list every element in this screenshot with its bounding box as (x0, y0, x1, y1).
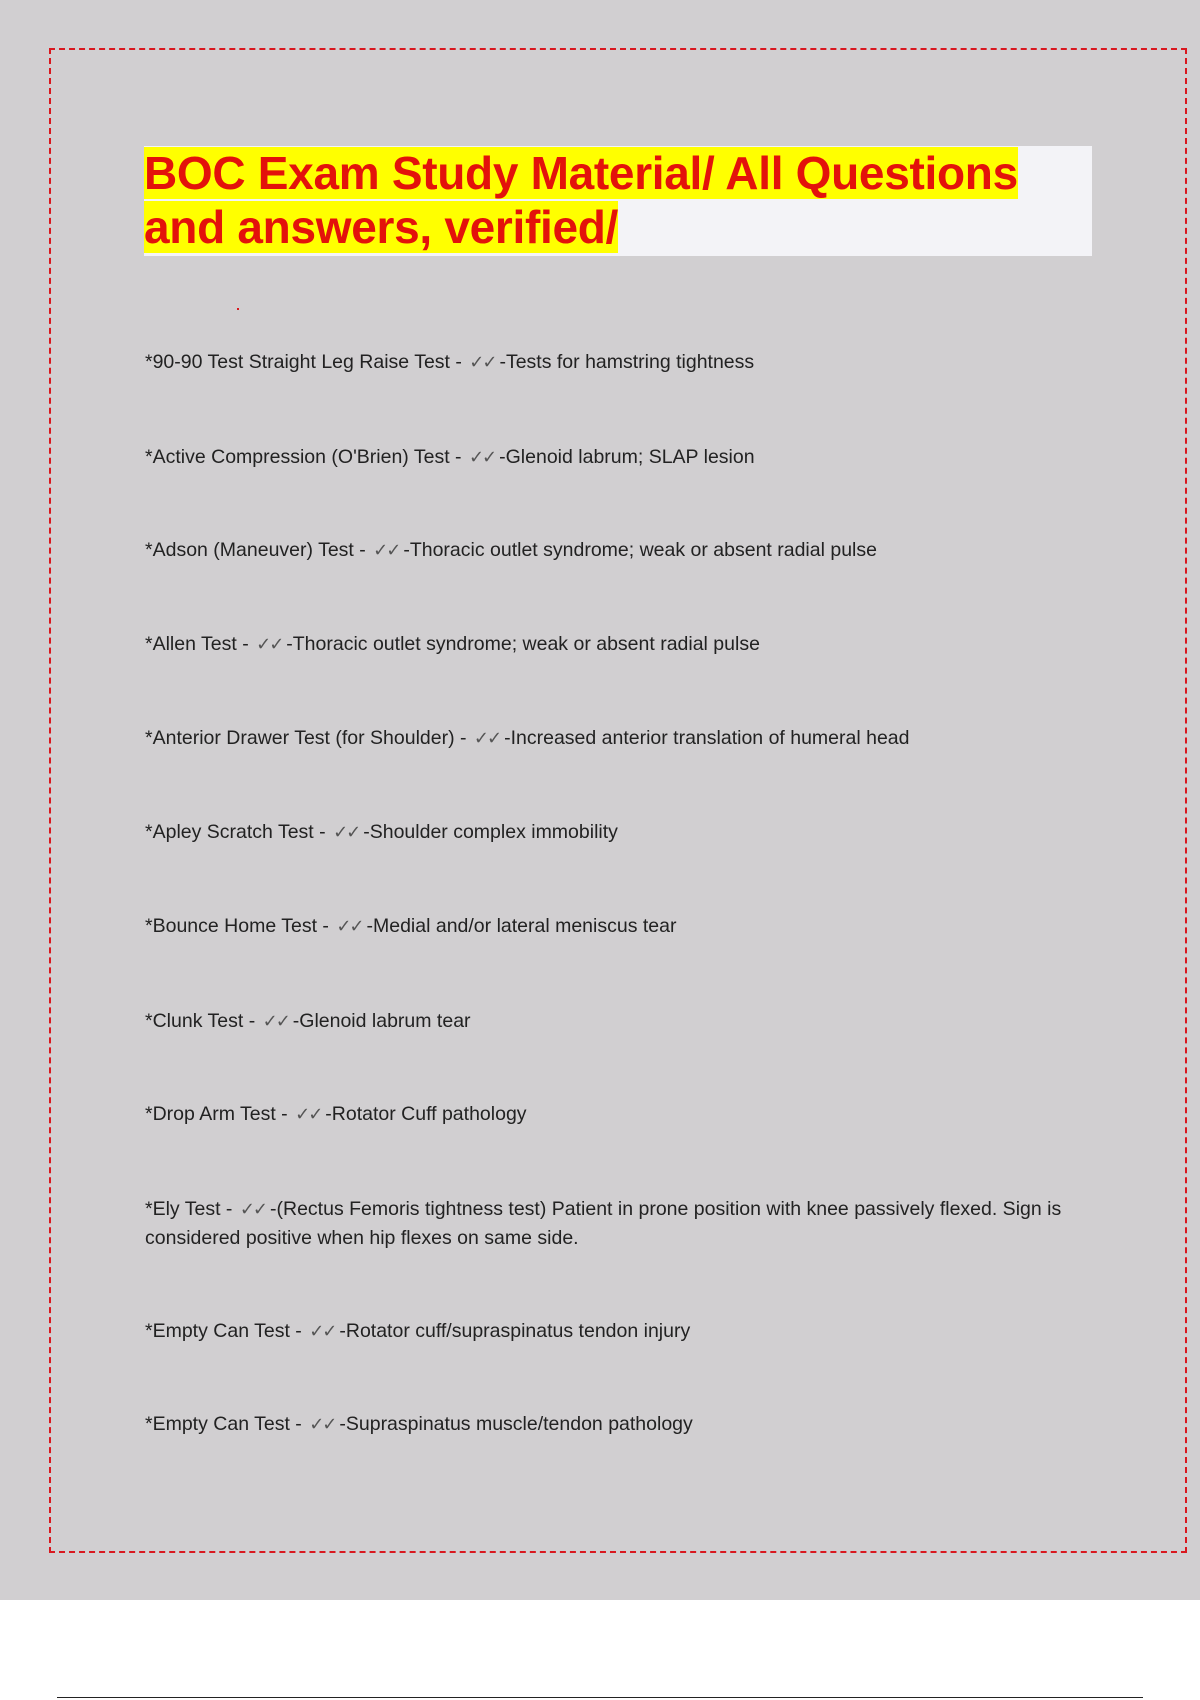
decorative-dot (237, 308, 239, 310)
answer-text: -Glenoid labrum; SLAP lesion (499, 446, 755, 468)
double-check-icon: ✓✓ (468, 447, 496, 468)
qa-item (145, 1100, 1095, 1129)
qa-item (145, 536, 1095, 565)
title-line-2: and answers, verified/ (144, 201, 619, 253)
double-check-icon: ✓✓ (262, 1011, 289, 1032)
answer-text: -(Rectus Femoris tightness test) Patient in prone position with knee passively flexed. Sign is considered positive when hip flexes on same side. (145, 1198, 1062, 1249)
question-text: *Active Compression (O'Brien) Test - (145, 446, 467, 468)
answer-text: -Supraspinatus muscle/tendon pathology (339, 1413, 693, 1435)
title-line-1: BOC Exam Study Material/ All Questions (144, 147, 1018, 199)
double-check-icon: ✓✓ (239, 1199, 267, 1220)
answer-text: -Glenoid labrum tear (292, 1010, 471, 1032)
question-text: *Apley Scratch Test - (145, 821, 332, 843)
question-text: *Anterior Drawer Test (for Shoulder) - (145, 727, 472, 749)
document-title (144, 146, 1092, 254)
answer-text: -Thoracic outlet syndrome; weak or absent radial pulse (403, 539, 877, 561)
double-check-icon: ✓✓ (309, 1321, 336, 1342)
double-check-icon: ✓✓ (473, 728, 501, 749)
qa-item (145, 348, 1095, 377)
double-check-icon: ✓✓ (469, 352, 496, 373)
question-text: *Allen Test - (145, 633, 255, 655)
double-check-icon: ✓✓ (295, 1104, 322, 1125)
question-text: *Ely Test - (145, 1198, 238, 1220)
qa-item (145, 630, 1095, 659)
question-text: *Clunk Test - (145, 1010, 261, 1032)
answer-text: -Increased anterior translation of humeral head (504, 727, 910, 749)
answer-text: -Shoulder complex immobility (363, 821, 618, 843)
question-text: *Drop Arm Test - (145, 1103, 294, 1125)
answer-text: -Thoracic outlet syndrome; weak or absent radial pulse (286, 633, 760, 655)
question-text: *90-90 Test Straight Leg Raise Test - (145, 351, 468, 373)
qa-item (145, 912, 1095, 941)
question-text: *Empty Can Test - (145, 1413, 308, 1435)
double-check-icon: ✓✓ (373, 540, 400, 561)
answer-text: -Rotator cuff/supraspinatus tendon injury (339, 1320, 691, 1342)
question-text: *Bounce Home Test - (145, 915, 335, 937)
qa-item (145, 1410, 1095, 1439)
qa-item (145, 818, 1095, 847)
footer-divider (57, 1697, 1143, 1698)
answer-text: -Tests for hamstring tightness (499, 351, 755, 373)
qa-item (145, 1007, 1095, 1036)
page-footer-area (0, 1600, 1200, 1700)
answer-text: -Medial and/or lateral meniscus tear (366, 915, 677, 937)
qa-item (145, 443, 1095, 472)
qa-item (145, 724, 1095, 753)
qa-item (145, 1317, 1095, 1346)
double-check-icon: ✓✓ (333, 822, 360, 843)
double-check-icon: ✓✓ (336, 916, 363, 937)
double-check-icon: ✓✓ (256, 634, 283, 655)
answer-text: -Rotator Cuff pathology (325, 1103, 527, 1125)
question-text: *Empty Can Test - (145, 1320, 308, 1342)
qa-item (145, 1195, 1095, 1252)
document-title-block (144, 146, 1092, 256)
question-text: *Adson (Maneuver) Test - (145, 539, 372, 561)
double-check-icon: ✓✓ (309, 1414, 336, 1435)
